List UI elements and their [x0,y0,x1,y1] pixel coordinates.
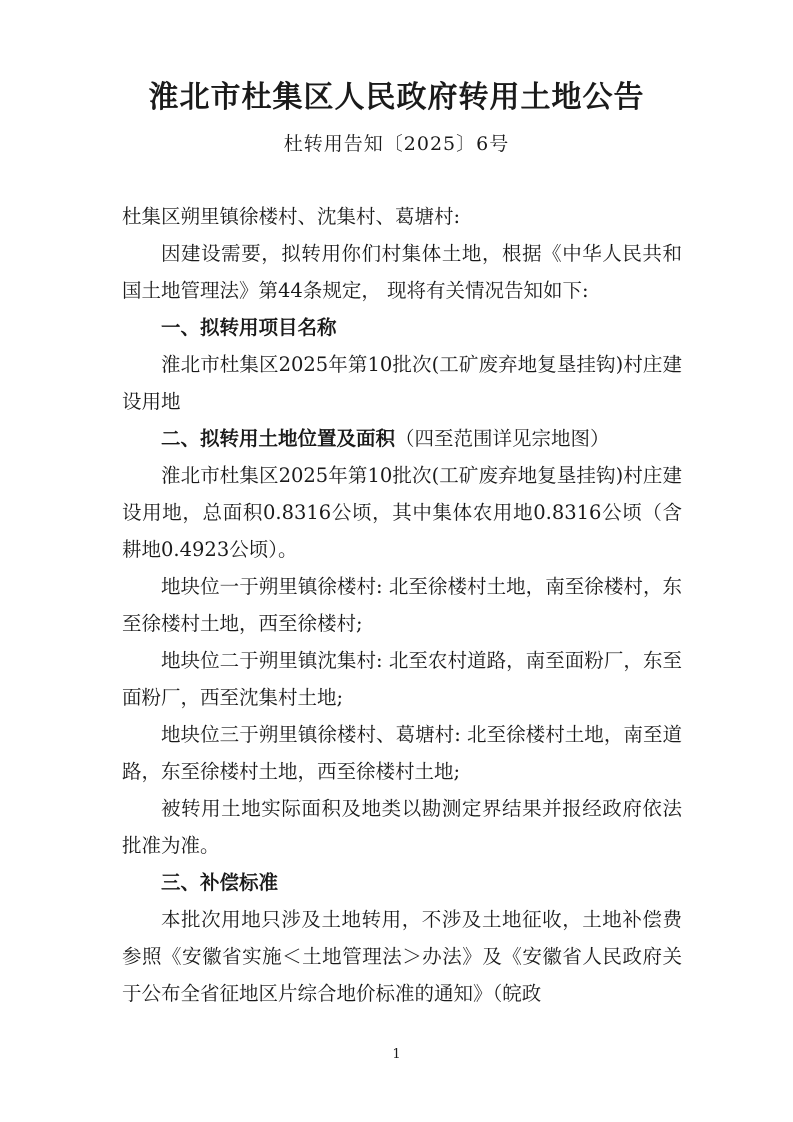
document-number: 杜转用告知〔2025〕6号 [283,133,510,155]
intro-paragraph: 因建设需要，拟转用你们村集体土地，根据《中华人民共和国土地管理法》第44条规定， 现将有关情况告知如下: [122,242,682,302]
section-3-text: 本批次用地只涉及土地转用，不涉及土地征收，土地补偿费参照《安徽省实施＜土地管理法＞办法》及《安徽省人民政府关于公布全省征地区片综合地价标准的通知》（皖政 [122,908,682,1005]
parcel-1: 地块位一于朔里镇徐楼村: 北至徐楼村土地，南至徐楼村，东至徐楼村土地，西至徐楼村; [122,575,682,635]
section-2-heading [122,420,682,457]
section-3-heading: 三、补偿标准 [161,871,279,894]
document-body [122,198,682,1012]
section-2-closing: 被转用土地实际面积及地类以勘测定界结果并报经政府依法批准为准。 [122,797,682,857]
section-2-heading-note: （四至范围详见宗地图） [395,427,610,450]
section-1-text: 淮北市杜集区2025年第10批次(工矿废弃地复垦挂钩)村庄建设用地 [122,353,682,413]
section-1-heading: 一、拟转用项目名称 [161,316,337,339]
section-2-text: 淮北市杜集区2025年第10批次(工矿废弃地复垦挂钩)村庄建设用地，总面积0.8316公顷，其中集体农用地0.8316公顷（含耕地0.4923公顷）。 [122,464,682,561]
parcel-2: 地块位二于朔里镇沈集村: 北至农村道路，南至面粉厂，东至面粉厂，西至沈集村土地; [122,649,682,709]
salutation: 杜集区朔里镇徐楼村、沈集村、葛塘村: [122,205,461,228]
page-number: 1 [392,1047,401,1062]
document-title: 淮北市杜集区人民政府转用土地公告 [148,80,645,115]
section-2-heading-text: 二、拟转用土地位置及面积 [161,427,396,450]
parcel-3: 地块位三于朔里镇徐楼村、葛塘村: 北至徐楼村土地，南至道路，东至徐楼村土地，西至徐楼村土地; [122,723,682,783]
